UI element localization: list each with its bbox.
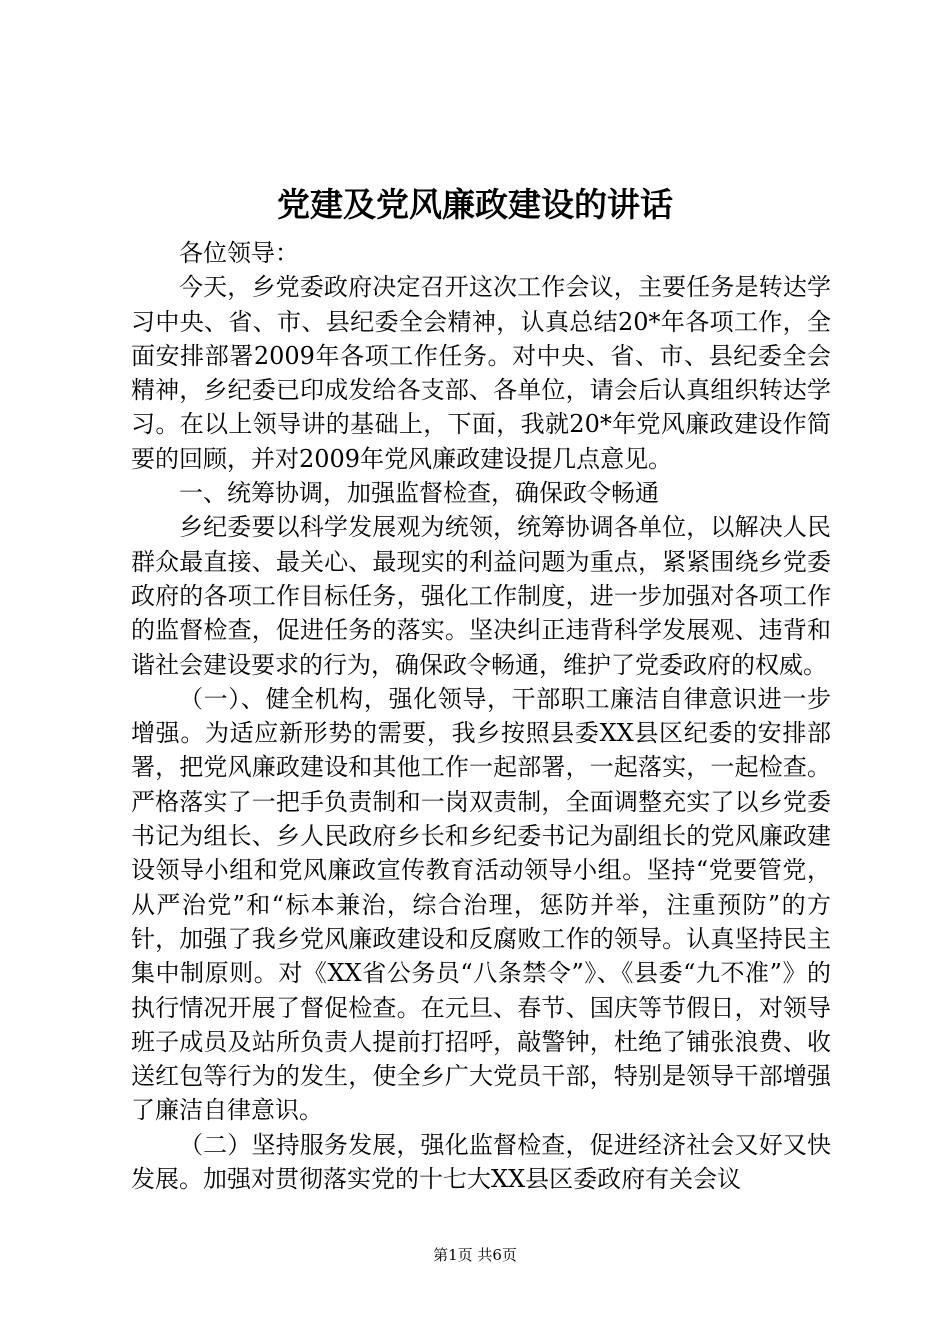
subsection-one-paragraph: （一）、健全机构，强化领导，干部职工廉洁自律意识进一步增强。为适应新形势的需要，我乡按照县委XX县区纪委的安排部署，把党风廉政建设和其他工作一起部署，一起落实，一起检查。严格落实了一把手负责制和一岗双责制，全面调整充实了以乡党委书记为组长、乡人民政府乡长和乡纪委书记为副组长的党风廉政建设领导小组和党风廉政宣传教育活动领导小组。坚持“党要管党，从严治党”和“标本兼治，综合治理，惩防并举，注重预防”的方针，加强了我乡党风廉政建设和反腐败工作的领导。认真坚持民主集中制原则。对《XX省公务员“八条禁令”》、《县委“九不准”》的执行情况开展了督促检查。在元旦、春节、国庆等节假日，对领导班子成员及站所负责人提前打招呼，敲警钟，杜绝了铺张浪费、收送红包等行为的发生，使全乡广大党员干部，特别是领导干部增强了廉洁自律意识。 [131,684,831,1125]
section-paragraph: 乡纪委要以科学发展观为统领，统筹协调各单位，以解决人民群众最直接、最关心、最现实的利益问题为重点，紧紧围绕乡党委政府的各项工作目标任务，强化工作制度，进一步加强对各项工作的监督检查，促进任务的落实。坚决纠正违背科学发展观、违背和谐社会建设要求的行为，确保政令畅通，维护了党委政府的权威。 [131,513,831,679]
section-heading: 一、统筹协调，加强监督检查，确保政令畅通 [179,479,659,508]
page-number-footer: 第1页 共6页 [433,1246,517,1264]
salutation-paragraph: 各位领导： [179,239,299,267]
page-title: 党建及党风廉政建设的讲话 [277,185,673,224]
document-body [131,236,831,1196]
subsection-two-paragraph: （二）坚持服务发展，强化监督检查，促进经济社会又好又快发展。加强对贯彻落实党的十七大XX县区委政府有关会议 [131,1130,831,1194]
intro-paragraph: 今天，乡党委政府决定召开这次工作会议，主要任务是转达学习中央、省、市、县纪委全会精神，认真总结20*年各项工作，全面安排部署2009年各项工作任务。对中央、省、市、县纪委全会精神，乡纪委已印成发给各支部、各单位，请会后认真组织转达学习。在以上领导讲的基础上，下面，我就20*年党风廉政建设作简要的回顾，并对2009年党风廉政建设提几点意见。 [131,273,831,473]
